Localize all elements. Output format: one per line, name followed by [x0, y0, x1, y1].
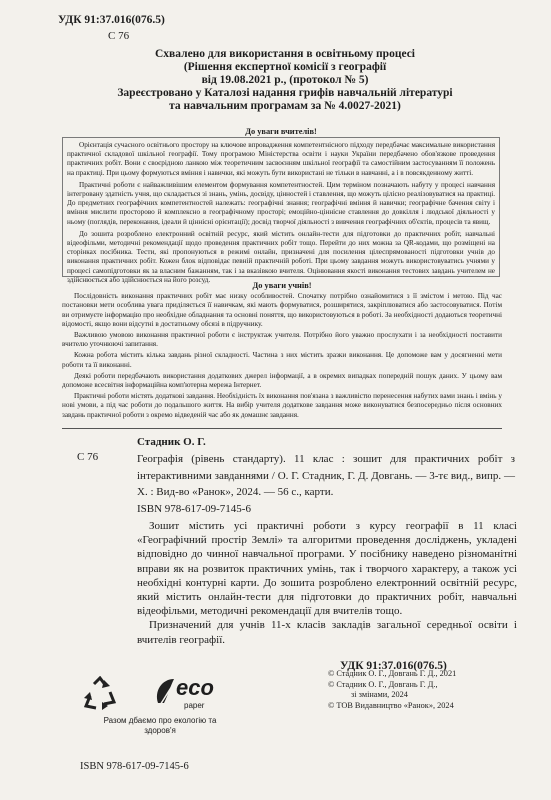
students-paragraph: Кожна робота містить кілька завдань різної складності. Частина з них містить зразки виконання. Це допоможе вам у досягненні мети роботи та її виконанні.	[62, 351, 502, 369]
teachers-heading: До уваги вчителів!	[245, 127, 317, 136]
copyright-line: © ТОВ Видавництво «Ранок», 2024	[328, 700, 454, 710]
udk-code-top: УДК 91:37.016(076.5)	[58, 14, 165, 26]
teachers-paragraph: Орієнтація сучасного освітнього простору на ключове впровадження компетентнісного підходу передбачає максимальне використання практичної складової шкільної географії. Тому програмою Міністерства освіти і науки України передбачено обов'язкове проведення практичних робіт. Вони є своєрідною ланкою між теоретичним засвоєнням шкільної географії та самостійним застосуванням її положень на практиці. При цьому формуються вміння і навички, які можуть бути використані не тільки в навчанні, а і в повсякденному житті.	[67, 141, 495, 177]
udk-code-bottom: УДК 91:37.016(076.5)	[340, 660, 447, 672]
copyright-line: © Стадник О. Г., Довгань Г. Д., 2021	[328, 669, 457, 678]
annotation	[137, 519, 517, 647]
approval-line: Схвалено для використання в освітньому процесі	[155, 48, 415, 60]
annotation-paragraph: Зошит містить усі практичні роботи з курсу географії в 11 класі «Географічний простір Землі» та алгоритми проведення досліджень, укладені відповідно до чинної навчальної програми. У посібнику наведено різноманітні вправи як на розвиток практичних умінь, так і творчого характеру, а також усі необхідні контурні карти. До зошита розроблено електронний освітній ресурс, який містить онлайн-тести для підготовки до практичних робіт, навчальні відеофільми, методичні рекомендації для вчителів тощо.	[137, 520, 517, 618]
students-paragraph: Важливою умовою виконання практичної роботи є інструктаж учителя. Потрібно його уважно прослухати і за необхідності поставити вчителю уточнюючі запитання.	[62, 331, 502, 349]
isbn-bottom: ISBN 978-617-09-7145-6	[80, 761, 189, 772]
recycle-icon	[80, 676, 120, 714]
approval-line: та навчальним програмам за № 4.0027-2021)	[169, 100, 401, 112]
students-section	[62, 281, 502, 422]
catalog-code-top: С 76	[108, 30, 130, 42]
copyright-block	[328, 669, 528, 711]
approval-line: (Рішення експертної комісії з географії	[183, 61, 387, 73]
teachers-section	[62, 127, 500, 136]
teachers-paragraph: Практичні роботи є найважливішим елементом формування компетентностей. Цим терміном позначають набуту у процесі навчання інтегровану здатність учня, що складається зі знань, умінь, досвіду, цінностей і ставлення, що можуть цілісно реалізовуватися на практиці. До предметних географічних компетентностей належать: географічні знання; географічні вміння й навички; географічне бачення світу і вміння мислити просторово й комплексно в географічному просторі; емоційно-ціннісне ставлення до довкілля і людської діяльності у ньому (поглядів, переконання, ідеали й ціннісні орієнтації); досвід творчої діяльності з вивчення географічних об'єктів, процесів та явищ.	[67, 180, 495, 226]
copyright-line: зі змінами, 2024	[351, 690, 408, 700]
students-paragraph: Деякі роботи передбачають використання додаткових джерел інформації, а в окремих випадках попередній пошук даних. У цьому вам допоможе всесвітня інформаційна комп'ютерна мережа Інтернет.	[62, 371, 502, 390]
eco-slogan: Разом дбаємо про екологію та здоров'я	[103, 716, 217, 735]
approval-line: від 19.08.2021 р., (протокол № 5)	[201, 74, 369, 86]
catalog-code: С 76	[77, 451, 99, 463]
isbn-catalog: ISBN 978-617-09-7145-6	[137, 503, 251, 515]
approval-line: Зареєстровано у Каталозі надання грифів навчальній літературі	[117, 87, 453, 99]
students-paragraph: Практичні роботи містять додаткові завдання. Необхідність їх виконання пов'язана з важливістю перенесення набутих вами знань і вмінь у нові умови, а під час роботи до подальшого життя. На вибір учителя додаткове завдання може виконуватися безпосередньо після основних завдань практичної роботи з окремо відведеній час або як домашнє завдання.	[62, 392, 502, 419]
copyright-line: © Стадник О. Г., Довгань Г. Д.,	[328, 679, 438, 689]
students-paragraph: Послідовність виконання практичних робіт має низку особливостей. Спочатку потрібно ознайомитися з її змістом і метою. Під час постановки мети особлива увага приділяється її навичкам, які мають формуватися, розширятися, закріплюватися або застосовуватися. Потім ви отримуєте інформацію про необхідне обладнання та основні поняття, що використовуються в роботі. За необхідності додаються теоретичні відомості, якщо вони відсутні в достатньому обсязі в підручнику.	[62, 292, 502, 328]
annotation-paragraph: Призначений для учнів 11-х класів закладів загальної середньої освіти і вчителів географії.	[137, 619, 517, 646]
eco-logo-subtext: paper	[184, 701, 205, 710]
teachers-box	[62, 137, 500, 284]
approval-block	[70, 48, 500, 113]
eco-paper-logo	[150, 673, 220, 715]
catalog-author: Стадник О. Г.	[137, 436, 206, 448]
divider	[62, 428, 502, 429]
bibliographic-entry: Географія (рівень стандарту). 11 клас : зошит для практичних робіт з інтерактивними завданнями / О. Г. Стадник, Г. Д. Довгань. — 3-тє вид., випр. — Х. : Вид-во «Ранок», 2024. — 56 с., карти.	[137, 453, 515, 498]
teachers-paragraph: До зошита розроблено електронний освітній ресурс, який містить онлайн-тести для підготовки до практичних робіт, навчальні відеофільми, методичні рекомендації щодо проведення практичних робіт тощо. Перейти до них можна за QR-кодами, що розміщені на сторінках посібника. Тести, які пропонуються в режимі онлайн, призначені для посилення цілеспрямованості підготовки учнів до виконання практичних робіт. Кожен блок відповідає певній практичній роботі. При цьому завдання можуть використовуватись учнями у процесі самопідготовки як за власним бажанням, так і за вказівкою вчителя. Оцінювання якості виконання тестових завдань учителем не здійснюється або здійснюється на його розсуд.	[67, 229, 495, 284]
eco-logo-text: eco	[176, 675, 214, 700]
students-heading: До уваги учнів!	[252, 281, 312, 290]
